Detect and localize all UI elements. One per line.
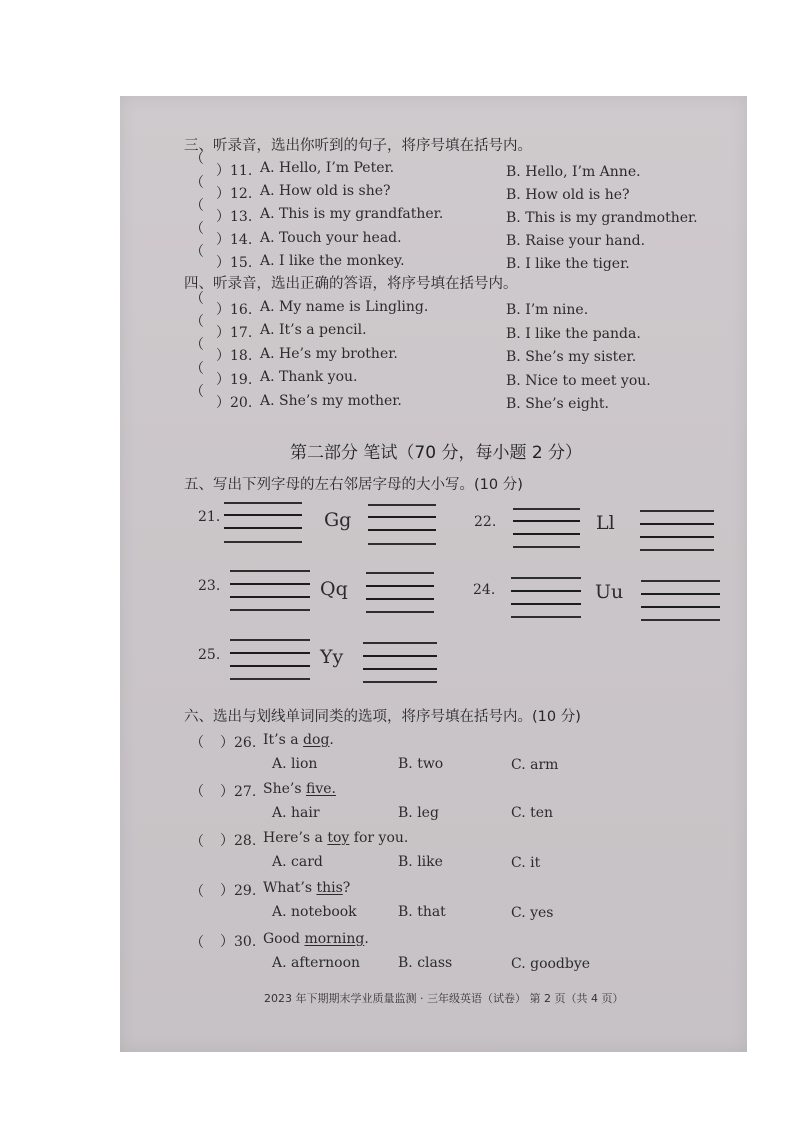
writing-line[interactable] [366,585,434,587]
answer-paren[interactable]: （ [190,314,204,330]
writing-line[interactable] [513,533,580,535]
writing-line[interactable] [224,514,302,516]
question-number: ）26. [220,735,257,751]
writing-line[interactable] [640,536,714,538]
question-number: ）20. [216,395,253,411]
question-number: ）17. [216,325,253,341]
option-a: A. This is my grandfather. [260,206,444,222]
question-number: 25. [198,647,221,663]
writing-line[interactable] [511,590,581,592]
question-number: ）28. [220,833,257,849]
option-a: A. hair [272,805,320,821]
writing-line[interactable] [230,583,310,585]
question-sentence [263,830,408,846]
underlined-word: this [316,880,343,896]
option-a: A. card [272,854,323,870]
question-number: ）11. [216,163,253,179]
writing-line[interactable] [640,549,714,551]
section6-title: 六、选出与划线单词同类的选项，将序号填在括号内。(10 分) [184,709,581,725]
option-a: A. I like the monkey. [260,253,405,269]
option-a: A. lion [272,756,318,772]
option-b: B. I’m nine. [506,302,589,318]
option-c: C. goodbye [511,956,591,972]
question-sentence [263,931,369,947]
writing-line[interactable] [363,668,437,670]
letter-pair: Uu [595,581,624,603]
option-a: A. How old is she? [260,183,391,199]
section3-title: 三、听录音，选出你听到的句子，将序号填在括号内。 [184,138,532,154]
writing-line[interactable] [363,655,437,657]
writing-line[interactable] [641,580,720,582]
option-b: B. that [398,904,446,920]
answer-paren[interactable]: （ [190,244,204,260]
answer-paren[interactable]: （ [190,198,204,214]
writing-line[interactable] [511,616,581,618]
answer-paren[interactable]: （ [190,384,204,400]
option-a: A. afternoon [272,955,361,971]
option-b: B. She’s my sister. [506,349,637,365]
option-b: B. I like the panda. [506,326,641,342]
writing-line[interactable] [230,639,310,641]
writing-line[interactable] [230,678,310,680]
underlined-word: five. [305,781,336,797]
writing-line[interactable] [641,606,720,608]
sentence-pre: She’s [263,781,306,797]
question-number: ）14. [216,232,253,248]
question-number: ）16. [216,302,253,318]
section4-title: 四、听录音，选出正确的答语，将序号填在括号内。 [184,276,518,292]
page-footer: 2023 年下期期末学业质量监测 · 三年级英语（试卷） 第 2 页（共 4 页） [264,992,624,1005]
writing-line[interactable] [366,598,434,600]
writing-line[interactable] [230,609,310,611]
question-number: ）19. [216,372,253,388]
sentence-post: . [329,732,334,748]
answer-paren[interactable]: （ [190,151,204,167]
writing-line[interactable] [230,665,310,667]
writing-line[interactable] [224,527,302,529]
sentence-pre: Here’s a [263,830,328,846]
option-c: C. ten [511,805,554,821]
option-b: B. like [398,854,443,870]
writing-line[interactable] [368,529,436,531]
option-b: B. leg [398,805,439,821]
option-a: A. My name is Lingling. [260,299,429,315]
question-sentence [263,732,334,748]
option-a: A. Thank you. [260,369,358,385]
option-b: B. This is my grandmother. [506,210,698,226]
writing-line[interactable] [366,572,434,574]
writing-line[interactable] [368,516,436,518]
option-b: B. Hello, I’m Anne. [506,164,641,180]
underlined-word: toy [327,830,350,846]
option-c: C. arm [511,757,559,773]
option-b: B. How old is he? [506,187,630,203]
sentence-post: ? [342,880,351,896]
question-number: 24. [473,582,496,598]
option-a: A. notebook [272,904,357,920]
option-b: B. I like the tiger. [506,256,630,272]
letter-pair: Gg [324,509,352,531]
option-a: A. She’s my mother. [260,393,402,409]
answer-paren[interactable]: （ [190,735,204,751]
sentence-pre: Good [263,931,305,947]
writing-line[interactable] [230,570,310,572]
option-b: B. Nice to meet you. [506,373,651,389]
option-b: B. two [398,756,444,772]
writing-line[interactable] [640,510,714,512]
answer-paren[interactable]: （ [190,361,204,377]
writing-line[interactable] [230,596,310,598]
writing-line[interactable] [641,619,720,621]
writing-line[interactable] [224,541,302,543]
question-sentence [263,880,350,896]
answer-paren[interactable]: （ [190,221,204,237]
option-a: A. He’s my brother. [260,346,398,362]
option-b: B. Raise your hand. [506,233,646,249]
option-c: C. yes [511,905,554,921]
section5-title: 五、写出下列字母的左右邻居字母的大小写。(10 分) [184,477,523,493]
letter-pair: Ll [596,512,615,534]
exam-paper [120,96,747,1052]
answer-paren[interactable]: （ [190,291,204,307]
writing-line[interactable] [368,543,436,545]
writing-line[interactable] [511,577,581,579]
answer-paren[interactable]: （ [190,784,204,800]
writing-line[interactable] [641,593,720,595]
question-number: ）30. [220,934,257,950]
writing-line[interactable] [513,546,580,548]
writing-line[interactable] [366,611,434,613]
option-a: A. Touch your head. [260,230,402,246]
writing-line[interactable] [513,520,580,522]
writing-line[interactable] [230,652,310,654]
option-a: A. It’s a pencil. [260,322,367,338]
writing-line[interactable] [363,681,437,683]
answer-paren[interactable]: （ [190,337,204,353]
writing-line[interactable] [363,642,437,644]
answer-paren[interactable]: （ [190,935,204,951]
question-number: 22. [474,514,497,530]
answer-paren[interactable]: （ [190,884,204,900]
writing-line[interactable] [511,603,581,605]
question-sentence [263,781,336,797]
answer-paren[interactable]: （ [190,834,204,850]
writing-line[interactable] [224,502,302,504]
option-b: B. class [398,955,453,971]
question-number: 23. [198,578,221,594]
sentence-post: for you. [349,830,409,846]
question-number: ）15. [216,255,253,271]
question-number: ）12. [216,186,253,202]
part2-title: 第二部分 笔试（70 分，每小题 2 分） [290,443,583,463]
question-number: ）13. [216,209,253,225]
writing-line[interactable] [513,508,580,510]
option-b: B. She’s eight. [506,396,609,412]
letter-pair: Qq [320,578,348,600]
writing-line[interactable] [368,504,436,506]
writing-line[interactable] [640,523,714,525]
answer-paren[interactable]: （ [190,175,204,191]
sentence-post: . [364,931,369,947]
sentence-pre: What’s [263,880,317,896]
underlined-word: dog [303,732,330,748]
option-c: C. it [511,855,541,871]
sentence-pre: It’s a [263,732,304,748]
question-number: 21. [198,509,221,525]
underlined-word: morning [304,931,365,947]
letter-pair: Yy [320,646,344,668]
question-number: ）18. [216,348,253,364]
question-number: ）29. [220,883,257,899]
option-a: A. Hello, I’m Peter. [260,160,395,176]
question-number: ）27. [220,784,257,800]
